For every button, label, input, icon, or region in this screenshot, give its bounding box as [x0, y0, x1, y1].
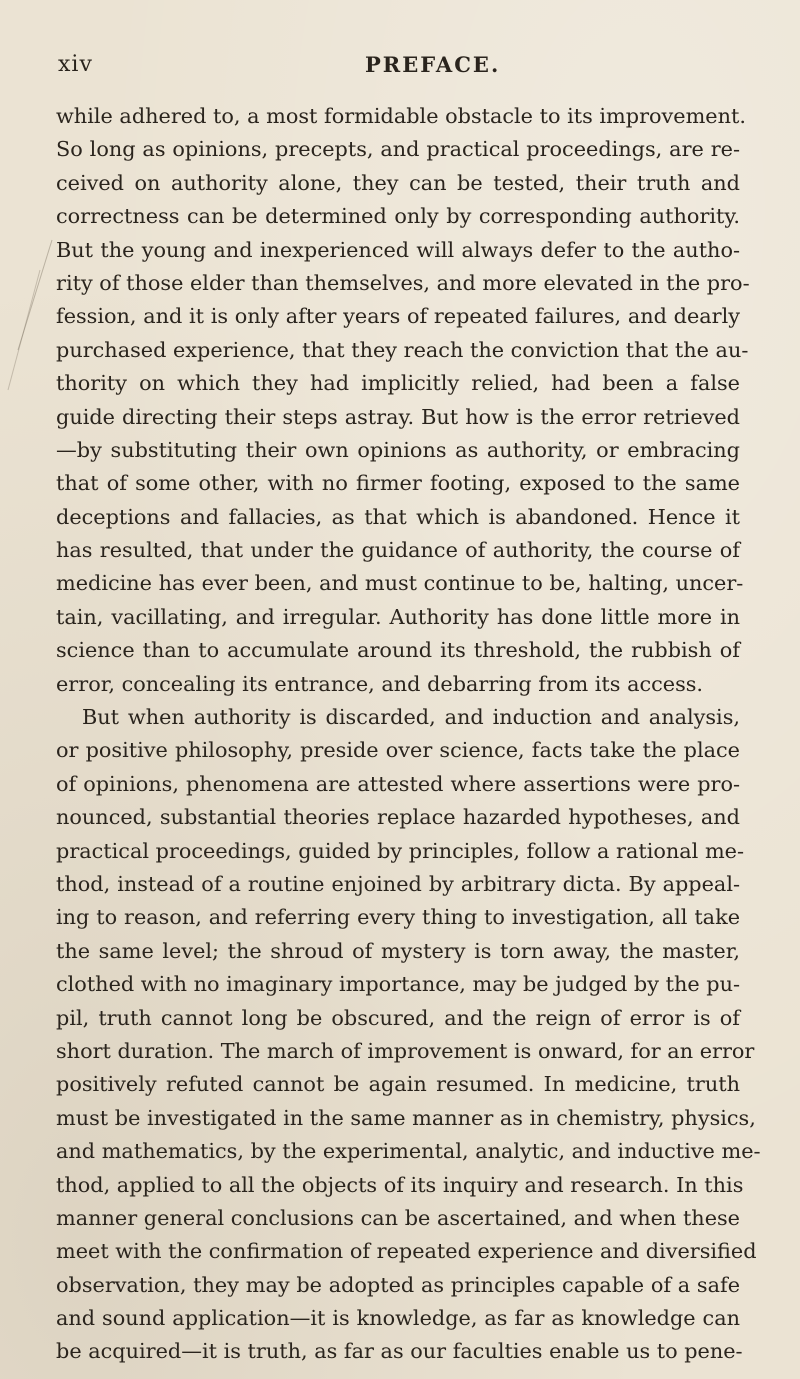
text-line: and mathematics, by the experimental, analytic, and inductive me-: [56, 1139, 761, 1164]
text-line: So long as opinions, precepts, and practical proceedings, are re-: [56, 137, 740, 162]
text-line: must be investigated in the same manner as in chemistry, physics,: [56, 1105, 756, 1130]
text-line: correctness can be determined only by corresponding authority.: [56, 204, 740, 229]
text-line: manner general conclusions can be ascertained, and when these: [56, 1205, 740, 1230]
text-line: practical proceedings, guided by principles, follow a rational me-: [56, 838, 745, 863]
text-line: guide directing their steps astray. But how is the error retrieved: [56, 404, 740, 429]
text-line: thod, instead of a routine enjoined by arbitrary dicta. By appeal-: [56, 871, 740, 896]
text-line: the same level; the shroud of mystery is torn away, the master,: [56, 938, 740, 963]
page-header: [58, 52, 738, 88]
text-line: thority on which they had implicitly relied, had been a false: [56, 371, 740, 396]
text-line: meet with the confirmation of repeated experience and diversified: [56, 1239, 757, 1264]
text-line: ing to reason, and referring every thing to investigation, all take: [56, 905, 740, 930]
text-line: science than to accumulate around its threshold, the rubbish of: [56, 638, 740, 663]
text-line: thod, applied to all the objects of its inquiry and research. In this: [56, 1172, 744, 1197]
text-line: of opinions, phenomena are attested where assertions were pro-: [56, 771, 740, 796]
text-line: —by substituting their own opinions as authority, or embracing: [56, 437, 740, 462]
text-line: positively refuted cannot be again resumed. In medicine, truth: [56, 1072, 740, 1097]
text-line: pil, truth cannot long be obscured, and the reign of error is of: [56, 1005, 740, 1030]
text-line: and sound application—it is knowledge, as far as knowledge can: [56, 1306, 740, 1331]
text-line: clothed with no imaginary importance, may be judged by the pu-: [56, 972, 740, 997]
text-line: while adhered to, a most formidable obstacle to its improvement.: [56, 104, 746, 128]
text-line: deceptions and fallacies, as that which is abandoned. Hence it: [56, 504, 740, 529]
text-line: that of some other, with no firmer footing, exposed to the same: [56, 471, 740, 496]
text-line: observation, they may be adopted as principles capable of a safe: [56, 1272, 740, 1297]
page-number: xiv: [58, 52, 93, 77]
text-line: or positive philosophy, preside over science, facts take the place: [56, 738, 740, 763]
text-line: nounced, substantial theories replace hazarded hypotheses, and: [56, 805, 740, 830]
text-line: fession, and it is only after years of repeated failures, and dearly: [56, 304, 740, 329]
text-line: purchased experience, that they reach the conviction that the au-: [56, 337, 749, 362]
text-line: error, concealing its entrance, and debarring from its access.: [56, 671, 704, 696]
body-text: [56, 100, 761, 1369]
text-line: short duration. The march of improvement is onward, for an error: [56, 1038, 755, 1063]
text-line: But when authority is discarded, and induction and analysis,: [82, 705, 740, 730]
text-line: has resulted, that under the guidance of authority, the course of: [56, 538, 740, 563]
running-head: PREFACE.: [365, 52, 501, 77]
text-line: tain, vacillating, and irregular. Authority has done little more in: [56, 604, 740, 629]
text-line: be acquired—it is truth, as far as our faculties enable us to pene-: [56, 1339, 743, 1364]
text-line: But the young and inexperienced will always defer to the autho-: [56, 237, 740, 262]
text-line: rity of those elder than themselves, and more elevated in the pro-: [56, 270, 750, 295]
margin-pencil-marks: [0, 230, 60, 430]
text-line: medicine has ever been, and must continue to be, halting, uncer-: [56, 571, 744, 596]
text-line: ceived on authority alone, they can be tested, their truth and: [56, 170, 740, 195]
